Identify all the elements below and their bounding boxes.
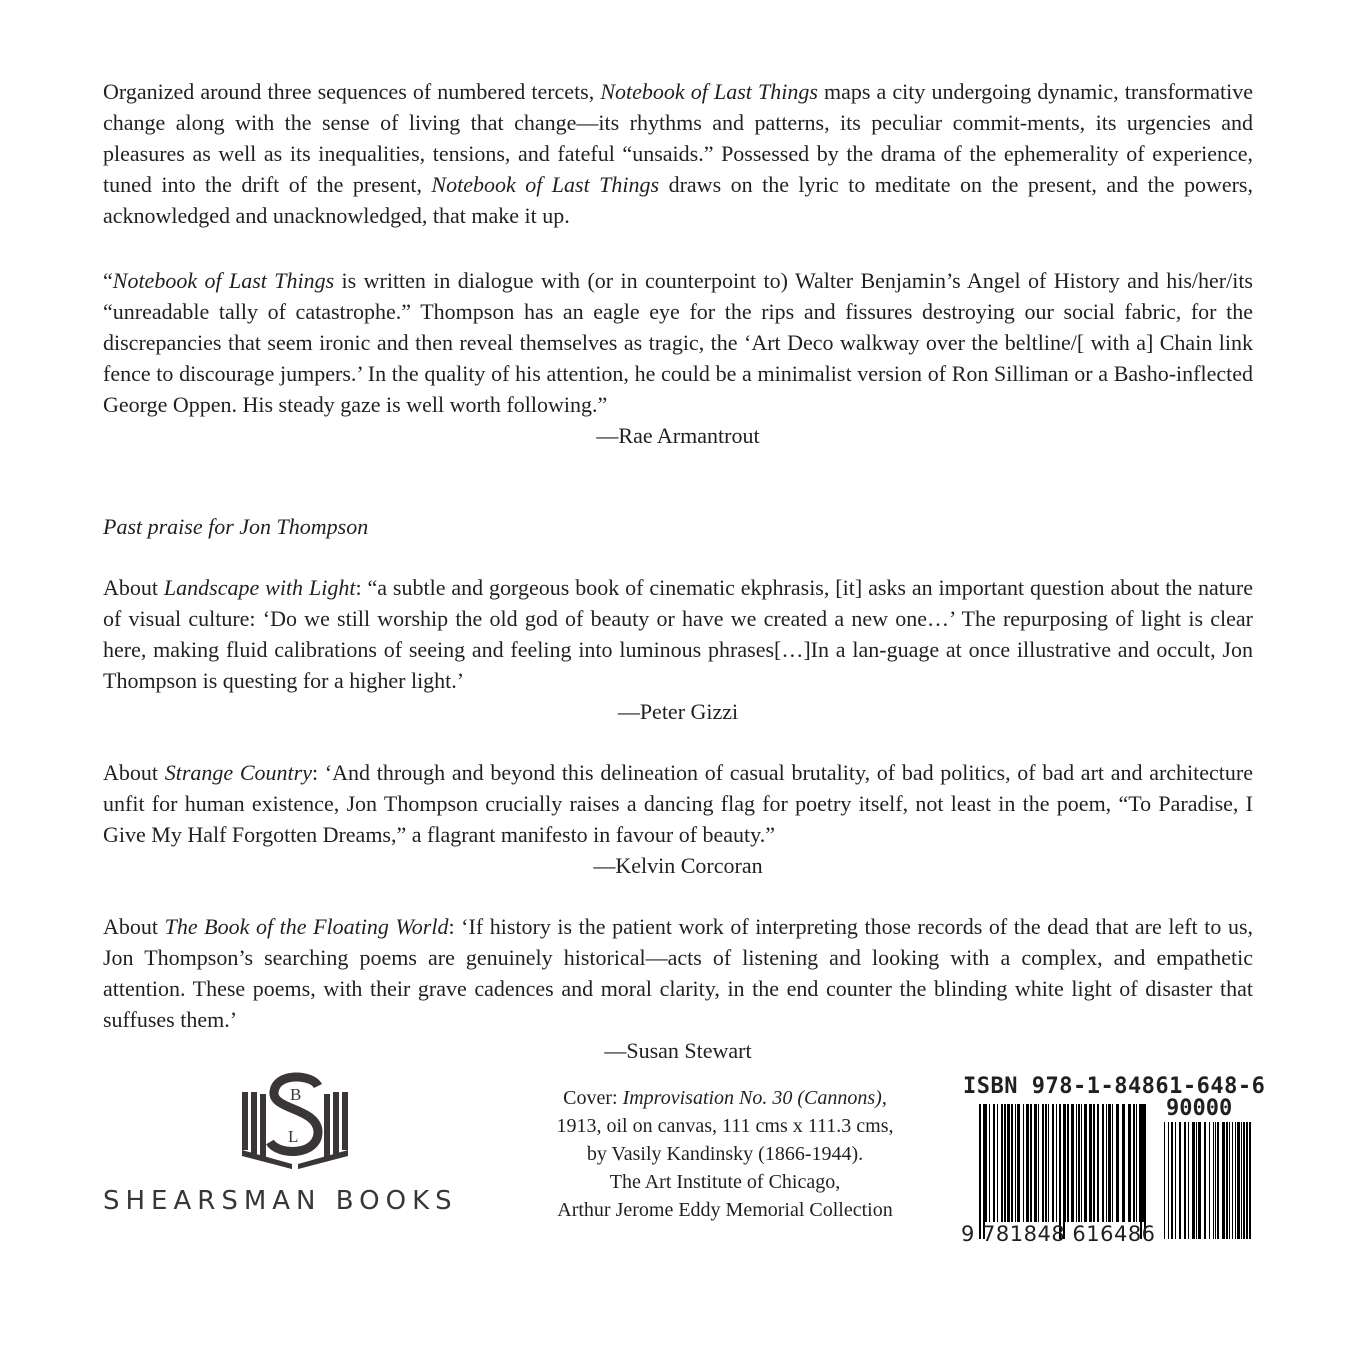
praise-body: : “a subtle and gorgeous book of cinematic ekphrasis, [it] asks an important question about the nature of visual culture: ‘Do we still worship the old god of beauty or have we created a new one…’ The repurposing of light is clear here, making fluid calibrations of seeing and feeling into luminous phrases[…]In a lan-guage at once illustrative and occult, Jon Thompson is questing for a higher light.’: [103, 575, 1254, 693]
back-cover-text: [103, 76, 1253, 1096]
back-cover-footer: [0, 1070, 1360, 1270]
publisher-name: SHEARSMAN BOOKS: [103, 1186, 458, 1216]
description-text: maps a city undergoing dynamic, transformative change along with the sense of living that change—its rhythms and patterns, its peculiar commit-ments, its urgencies and pleasures as well as its inequalities, tensions, and fateful “unsaids.” Possessed by the drama of the ephemerality of experience, tuned into the drift of the present,: [103, 79, 1253, 197]
book-title: The Book of the Floating World: [164, 914, 449, 939]
credit-punct: ,: [881, 1087, 887, 1109]
praise-lead: About: [103, 914, 165, 939]
book-description: [103, 76, 1253, 231]
book-title: Notebook of Last Things: [431, 172, 660, 197]
praise-text: [103, 911, 1253, 1035]
artwork-title: Improvisation No. 30 (Cannons): [622, 1087, 882, 1109]
blurb-body: is written in dialogue with (or in counterpoint to) Walter Benjamin’s Angel of History and his/her/its “unreadable tally of catastrophe.” Thompson has an eagle eye for the rips and fissures destroying our social fabric, for the discrepancies that seem ironic and then reveal themselves as tragic, the ‘Art Deco walkway over the beltline/[ with a] Chain link fence to discourage jumpers.’ In the quality of his attention, he could be a minimalist version of Ron Silliman or a Basho-inflected George Oppen. His steady gaze is well worth following.”: [103, 268, 1253, 417]
description-text: draws on the lyric to meditate on the present, and the powers, acknowledged and unacknowledged, that make it up.: [103, 172, 1253, 228]
praise-attribution: —Kelvin Corcoran: [593, 853, 763, 878]
barcode-number: 9 781848 616486: [961, 1222, 1156, 1246]
praise-lead: About: [103, 760, 165, 785]
barcode-addon: 90000: [1166, 1096, 1233, 1121]
praise-attribution: —Peter Gizzi: [617, 699, 739, 724]
description-text: Organized around three sequences of numbered tercets,: [103, 79, 601, 104]
praise-text: [103, 572, 1253, 696]
blurb-armantrout: [103, 265, 1253, 451]
credit-lead: Cover:: [563, 1087, 623, 1109]
book-title: Notebook of Last Things: [600, 79, 818, 104]
credit-line: [520, 1084, 930, 1112]
praise-strange-country: [103, 757, 1253, 881]
credit-line: 1913, oil on canvas, 111 cms x 111.3 cms,: [556, 1115, 894, 1137]
publisher-logo: [103, 1070, 498, 1230]
book-title: Notebook of Last Things: [112, 268, 335, 293]
praise-floating-world: [103, 911, 1253, 1066]
credit-line: Arthur Jerome Eddy Memorial Collection: [557, 1199, 893, 1221]
praise-lead: About: [103, 575, 164, 600]
past-praise-heading: Past praise for Jon Thompson: [103, 514, 369, 539]
book-title: Strange Country: [164, 760, 312, 785]
book-title: Landscape with Light: [163, 575, 356, 600]
praise-body: : ‘And through and beyond this delineation of casual brutality, of bad politics, of bad art and architecture unfit for human existence, Jon Thompson crucially raises a dancing flag for poetry itself, not least in the poem, “To Paradise, I Give My Half Forgotten Dreams,” a flagrant manifesto in favour of beauty.”: [103, 760, 1254, 847]
cover-credit: [520, 1084, 930, 1224]
credit-line: by Vasily Kandinsky (1866-1944).: [586, 1143, 864, 1165]
logo-letter-l: L: [288, 1127, 299, 1146]
credit-line: The Art Institute of Chicago,: [609, 1171, 841, 1193]
isbn-label: ISBN 978-1-84861-648-6: [963, 1074, 1266, 1099]
praise-landscape-with-light: [103, 572, 1253, 727]
praise-attribution: —Susan Stewart: [604, 1038, 752, 1063]
isbn-barcode: [959, 1074, 1266, 1249]
logo-letter-b: B: [290, 1085, 302, 1104]
blurb-text: [103, 265, 1253, 420]
open-quote: “: [103, 268, 113, 293]
praise-text: [103, 757, 1253, 850]
blurb-attribution: —Rae Armantrout: [596, 423, 760, 448]
shearsman-logo-icon: [240, 1070, 360, 1170]
praise-body: : ‘If history is the patient work of interpreting those records of the dead that are left to us, Jon Thompson’s searching poems are genuinely historical—acts of listening and looking with a complex, and empathetic attention. These poems, with their grave cadences and moral clarity, in the end counter the blinding white light of disaster that suffuses them.’: [103, 914, 1254, 1032]
